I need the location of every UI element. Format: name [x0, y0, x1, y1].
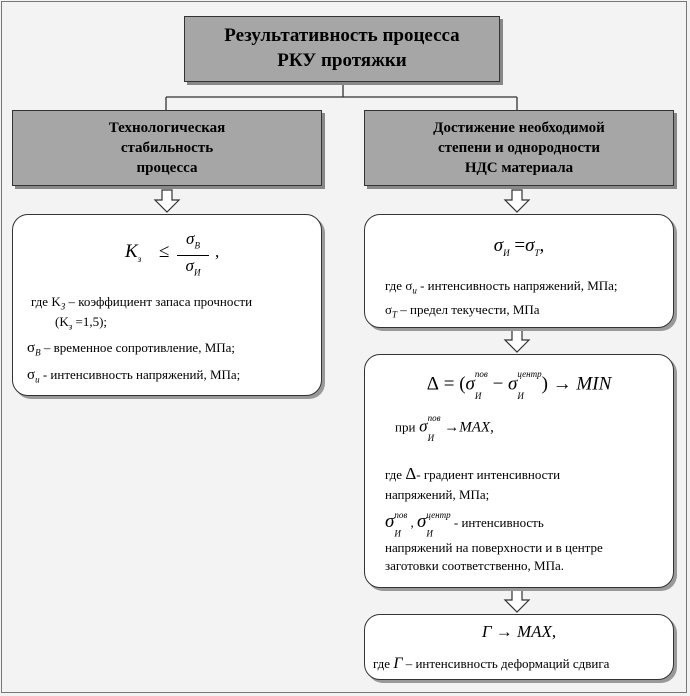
right-yield-line2: $\sigma_Т$ – предел текучести, МПа — [385, 301, 540, 320]
arrow-right-3 — [505, 590, 529, 612]
right-shear-line: где Г – интенсивность деформаций сдвига — [373, 655, 610, 672]
right-yield-text — [385, 277, 667, 320]
right-gradient-line5: заготовки соответственно, МПа. — [385, 557, 565, 573]
left-line4: $\sigma_и$ - интенсивность напряжений, МПа; — [27, 367, 241, 385]
right-gradient-condition: при $\sigma^{пов}$ $_И$ →MAX, — [395, 413, 494, 443]
right-shear-formula: Г → MAX, — [481, 622, 557, 641]
right-gradient-formula: $\Delta = (\sigma^{пов}$ $_И - \sigma^{центр}$ $_И$) → MIN — [426, 369, 612, 402]
right-gradient-box — [364, 354, 674, 588]
left-header-line2: стабильность — [120, 139, 214, 156]
right-gradient-line4: напряжений на поверхности и в центре — [385, 539, 603, 555]
left-formula-box — [12, 214, 322, 396]
right-gradient-line1: где Δ- градиент интенсивности — [385, 464, 561, 483]
left-line3: $\sigma_В$ – временное сопротивление, МПа; — [27, 340, 236, 359]
left-formula — [13, 229, 321, 278]
left-formula-lhs-sub: з — [137, 253, 142, 264]
root-title-line2: РКУ протяжки — [277, 50, 407, 71]
root-box — [184, 16, 500, 82]
right-shear-box — [364, 614, 674, 680]
left-formula-lhs: K — [125, 241, 138, 262]
arrow-left-1 — [155, 190, 179, 212]
right-header-box — [364, 110, 674, 186]
left-formula-num: $\sigma_В$ — [186, 229, 200, 251]
left-formula-op: ≤ — [159, 241, 170, 262]
arrow-right-1 — [505, 190, 529, 212]
left-text — [27, 293, 313, 386]
right-yield-line1: где $\sigma_и$ - интенсивность напряжений, МПа; — [385, 278, 618, 296]
left-line1: где $K_З$ – коэффициент запаса прочности — [31, 294, 253, 312]
left-formula-den: $\sigma_И$ — [185, 256, 201, 278]
right-header-line2: степени и однородности — [437, 139, 601, 156]
arrow-right-2 — [505, 330, 529, 352]
right-gradient-text — [385, 463, 665, 574]
right-yield-box — [364, 214, 674, 328]
root-title-line1: Результативность процесса — [224, 25, 460, 47]
left-line2: $(K_з =1,5)$; — [55, 313, 108, 332]
left-formula-tail: , — [215, 242, 220, 261]
left-header-line3: процесса — [136, 160, 198, 177]
right-yield-formula: $\sigma_И =\sigma_Т$, — [493, 235, 545, 258]
right-header-line1: Достижение необходимой — [433, 119, 605, 136]
right-gradient-line2: напряжений, МПа; — [385, 486, 490, 502]
left-header-line1: Технологическая — [108, 119, 226, 136]
left-header-box — [12, 110, 322, 186]
right-header-line3: НДС материала — [464, 160, 574, 177]
right-gradient-line3: $\sigma^{пов}$ $_И$ , $\sigma^{центр}$ $_И$ - интенсивность — [385, 510, 544, 539]
